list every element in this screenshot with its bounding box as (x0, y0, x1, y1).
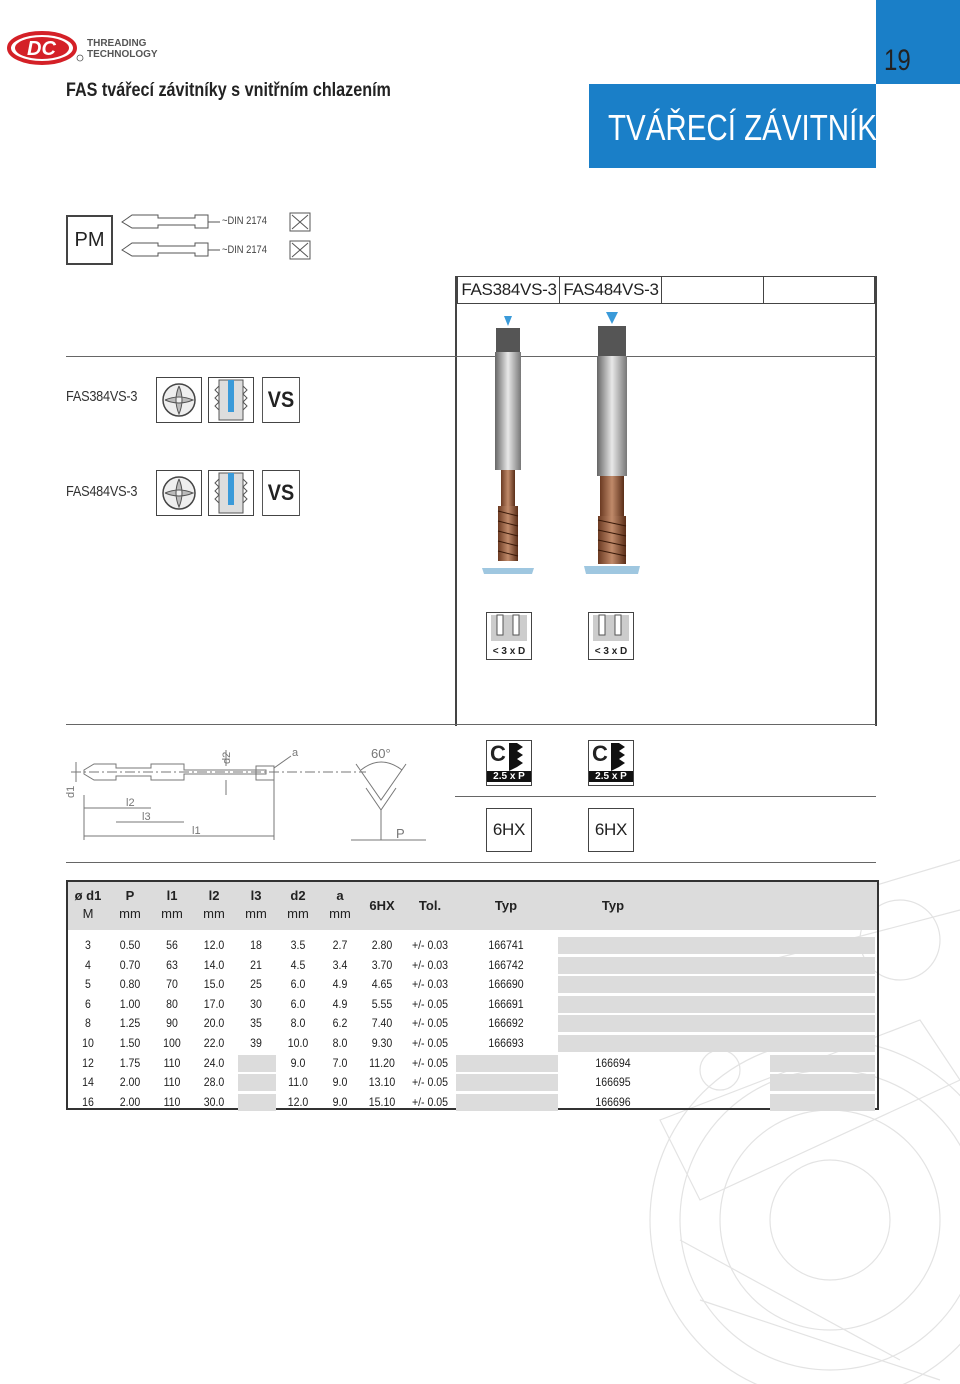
empty-cell-shade (770, 957, 875, 974)
empty-cell-shade (770, 1074, 875, 1091)
table-cell: 3.70 (371, 957, 393, 972)
grid-line-3 (455, 796, 876, 797)
table-cell: +/- 0.05 (411, 1075, 449, 1090)
grid-line-1 (66, 356, 876, 357)
table-cell: 6.2 (332, 1016, 348, 1031)
table-cell: 17.0 (203, 996, 225, 1011)
empty-cell-shade (456, 1074, 558, 1091)
table-cell: 24.0 (203, 1055, 225, 1070)
table-cell: 5 (85, 977, 91, 992)
table-row (68, 956, 877, 976)
label-pitch: P (396, 826, 405, 841)
depth-label-2: < 3 x D (594, 646, 628, 657)
table-cell: 2.7 (332, 938, 348, 952)
empty-cell-shade (558, 1015, 770, 1032)
table-cell: 4.65 (371, 977, 393, 992)
dimension-table (66, 880, 879, 1110)
table-cell: +/- 0.05 (411, 1094, 449, 1109)
table-header-top: Tol. (418, 898, 442, 913)
tolerance-box-2: 6HX (588, 808, 634, 852)
table-header-col-2 (152, 887, 192, 923)
table-cell: 7.40 (371, 1016, 393, 1031)
table-cell: 5.55 (371, 996, 393, 1011)
svg-text:DC: DC (27, 38, 56, 60)
grid-line-2 (66, 724, 876, 725)
table-cell: 166692 (488, 1016, 524, 1031)
table-header-top: P (125, 888, 135, 903)
table-cell: 8.0 (290, 1016, 306, 1031)
table-header-col-10 (558, 897, 668, 915)
row-label-fas484: FAS484VS-3 (66, 483, 138, 500)
product-header-1: FAS384VS-3 (457, 276, 561, 304)
empty-cell-shade (558, 1035, 770, 1052)
table-cell: 63 (166, 957, 178, 972)
table-cell: 11.0 (288, 1075, 308, 1090)
depth-label-1: < 3 x D (492, 646, 526, 657)
cross-section-icon (156, 377, 202, 423)
label-l2: l2 (126, 797, 135, 809)
table-row (68, 1073, 877, 1093)
table-cell: 4 (85, 957, 91, 972)
table-cell: 0.50 (119, 938, 141, 952)
product-header-empty-2 (763, 276, 875, 304)
table-cell: 56 (166, 938, 178, 952)
table-header-top: a (336, 888, 344, 903)
cross-section-icon (156, 470, 202, 516)
label-l3: l3 (142, 811, 151, 823)
table-cell: 166695 (595, 1075, 631, 1090)
table-cell: 10 (82, 1036, 94, 1050)
table-cell: 90 (166, 1016, 178, 1031)
table-cell: 100 (163, 1036, 181, 1050)
table-cell: 18 (250, 938, 262, 952)
table-cell: +/- 0.03 (411, 938, 449, 952)
label-angle: 60° (371, 746, 391, 761)
table-cell: 110 (163, 1094, 181, 1109)
product-header-2: FAS484VS-3 (559, 276, 663, 304)
table-header-col-5 (278, 887, 318, 923)
table-row (68, 1054, 877, 1074)
table-cell: 4.9 (332, 996, 348, 1011)
coating-badge-fas384: VS (262, 377, 300, 423)
table-cell: 9.0 (332, 1075, 348, 1090)
table-cell: 8 (85, 1016, 91, 1031)
label-d2: d2 (221, 751, 233, 764)
table-cell: 166694 (595, 1055, 631, 1070)
table-cell: 3.4 (332, 957, 348, 972)
table-cell: +/- 0.03 (411, 977, 449, 992)
table-cell: 28.0 (203, 1075, 225, 1090)
table-cell: 9.0 (290, 1055, 306, 1070)
table-cell: 25 (250, 977, 262, 992)
table-cell: 2.80 (371, 938, 393, 952)
table-row (68, 1093, 877, 1113)
table-header-col-3 (194, 887, 234, 923)
table-header (68, 882, 877, 930)
empty-cell-shade (558, 996, 770, 1013)
tap-image-fas484 (582, 312, 642, 582)
empty-cell-shade (770, 996, 875, 1013)
table-cell: 14 (82, 1075, 94, 1090)
table-cell: 30.0 (203, 1094, 225, 1109)
table-cell: 35 (250, 1016, 262, 1031)
table-cell: 9.0 (332, 1094, 348, 1109)
table-row (68, 975, 877, 995)
empty-cell-shade (456, 1094, 558, 1111)
table-cell: 21 (250, 957, 262, 972)
empty-cell-shade (770, 1055, 875, 1072)
table-cell: 0.70 (119, 957, 141, 972)
empty-cell-shade (238, 1074, 276, 1091)
empty-cell-shade (770, 937, 875, 954)
table-header-col-7 (362, 897, 402, 915)
table-header-top: l1 (166, 888, 178, 903)
table-row (68, 1034, 877, 1054)
table-cell: 166696 (595, 1094, 631, 1109)
table-header-top: Typ (601, 898, 625, 913)
table-cell: +/- 0.05 (411, 1036, 449, 1050)
coating-badge-fas484: VS (262, 470, 300, 516)
product-header-empty-1 (661, 276, 765, 304)
table-header-col-1 (110, 887, 150, 923)
table-header-unit: mm (329, 906, 351, 921)
table-cell: 4.9 (332, 977, 348, 992)
table-cell: 110 (163, 1075, 181, 1090)
empty-cell-shade (238, 1094, 276, 1111)
table-header-top: 6HX (369, 898, 395, 913)
dc-logo (6, 30, 158, 66)
tap-image-fas384 (478, 316, 538, 576)
table-cell: +/- 0.03 (411, 957, 449, 972)
empty-cell-shade (558, 937, 770, 954)
grid-line-left (455, 276, 457, 726)
table-header-top: l2 (208, 888, 220, 903)
table-cell: 6.0 (290, 996, 306, 1011)
chamfer-label-2: 2.5 x P (589, 771, 633, 782)
blind-hole-depth-icon-1 (486, 612, 532, 660)
chamfer-letter-2: C (592, 741, 608, 766)
blind-hole-depth-icon-2 (588, 612, 634, 660)
table-cell: 166690 (488, 977, 524, 992)
row-label-fas384: FAS384VS-3 (66, 388, 138, 405)
label-l1: l1 (192, 825, 201, 837)
table-header-col-4 (236, 887, 276, 923)
table-cell: 1.75 (119, 1055, 141, 1070)
table-header-top: Typ (494, 898, 518, 913)
din-label-2: ~DIN 2174 (222, 244, 267, 256)
page-number: 19 (884, 44, 911, 77)
tap-shape-icons (120, 210, 315, 265)
empty-cell-shade (770, 976, 875, 993)
table-cell: 12 (82, 1055, 94, 1070)
table-header-top: d2 (290, 888, 306, 903)
table-cell: 166741 (488, 938, 524, 952)
svg-text:THREADING: THREADING (87, 38, 147, 49)
chamfer-icon-2 (588, 740, 634, 786)
table-cell: 14.0 (203, 957, 225, 972)
table-row (68, 1014, 877, 1034)
table-header-unit: mm (119, 906, 141, 921)
empty-cell-shade (770, 1015, 875, 1032)
table-cell: 6 (85, 996, 91, 1011)
table-cell: 3.5 (290, 938, 306, 952)
table-header-unit: mm (161, 906, 183, 921)
table-cell: 1.00 (119, 996, 141, 1011)
chamfer-letter-1: C (490, 741, 506, 766)
table-cell: 12.0 (203, 938, 225, 952)
table-header-col-8 (402, 897, 458, 915)
table-header-top: ø d1 (74, 888, 102, 903)
table-cell: +/- 0.05 (411, 996, 449, 1011)
table-cell: 12.0 (287, 1094, 309, 1109)
grid-line-right (875, 276, 877, 726)
empty-cell-shade (558, 957, 770, 974)
table-cell: 166691 (488, 996, 524, 1011)
svg-text:TECHNOLOGY: TECHNOLOGY (87, 49, 158, 60)
table-header-unit: mm (287, 906, 309, 921)
table-header-col-0 (68, 887, 108, 923)
coolant-channel-icon (208, 377, 254, 423)
table-cell: 166693 (488, 1036, 524, 1050)
label-a: a (292, 747, 299, 759)
table-cell: 16 (82, 1094, 94, 1109)
coolant-channel-icon (208, 470, 254, 516)
table-cell: 2.00 (119, 1094, 141, 1109)
table-cell: 8.0 (332, 1036, 348, 1050)
table-cell: 13.10 (368, 1075, 396, 1090)
table-cell: 39 (250, 1036, 262, 1050)
table-cell: +/- 0.05 (411, 1055, 449, 1070)
table-cell: 110 (163, 1055, 181, 1070)
document-title: FAS tvářecí závitníky s vnitřním chlazením (66, 80, 391, 101)
empty-cell-shade (558, 976, 770, 993)
table-cell: 15.10 (368, 1094, 396, 1109)
chamfer-label-1: 2.5 x P (487, 771, 531, 782)
table-row (68, 995, 877, 1015)
empty-cell-shade (238, 1055, 276, 1072)
table-header-unit: M (82, 906, 94, 921)
chamfer-icon-1 (486, 740, 532, 786)
table-cell: 20.0 (203, 1016, 225, 1031)
table-cell: 4.5 (290, 957, 306, 972)
table-cell: 0.80 (119, 977, 141, 992)
table-cell: 70 (166, 977, 178, 992)
table-cell: 22.0 (203, 1036, 225, 1050)
table-cell: 2.00 (119, 1075, 141, 1090)
tap-dimension-drawing (66, 740, 436, 850)
section-title: TVÁŘECÍ ZÁVITNÍKY (608, 107, 897, 148)
pm-label: PM (74, 228, 105, 251)
table-header-unit: mm (245, 906, 267, 921)
table-cell: 80 (166, 996, 178, 1011)
table-cell: 15.0 (203, 977, 225, 992)
din-label-1: ~DIN 2174 (222, 215, 267, 227)
label-d1: d1 (65, 785, 77, 798)
table-cell: 1.25 (119, 1016, 141, 1031)
grid-line-4 (66, 862, 876, 863)
empty-cell-shade (456, 1055, 558, 1072)
table-cell: 6.0 (290, 977, 306, 992)
table-cell: 9.30 (371, 1036, 393, 1050)
empty-cell-shade (770, 1035, 875, 1052)
table-cell: 166742 (488, 957, 524, 972)
tolerance-box-1: 6HX (486, 808, 532, 852)
table-cell: 11.20 (369, 1055, 395, 1070)
table-header-top: l3 (250, 888, 262, 903)
pm-material-box (66, 215, 113, 265)
table-header-col-6 (320, 887, 360, 923)
table-cell: 30 (250, 996, 262, 1011)
table-cell: 1.50 (119, 1036, 141, 1050)
table-row (68, 936, 877, 956)
table-cell: +/- 0.05 (411, 1016, 449, 1031)
table-header-col-9 (456, 897, 556, 915)
empty-cell-shade (770, 1094, 875, 1111)
table-cell: 10.0 (287, 1036, 309, 1050)
table-cell: 3 (85, 938, 91, 952)
table-header-unit: mm (203, 906, 225, 921)
table-cell: 7.0 (332, 1055, 348, 1070)
